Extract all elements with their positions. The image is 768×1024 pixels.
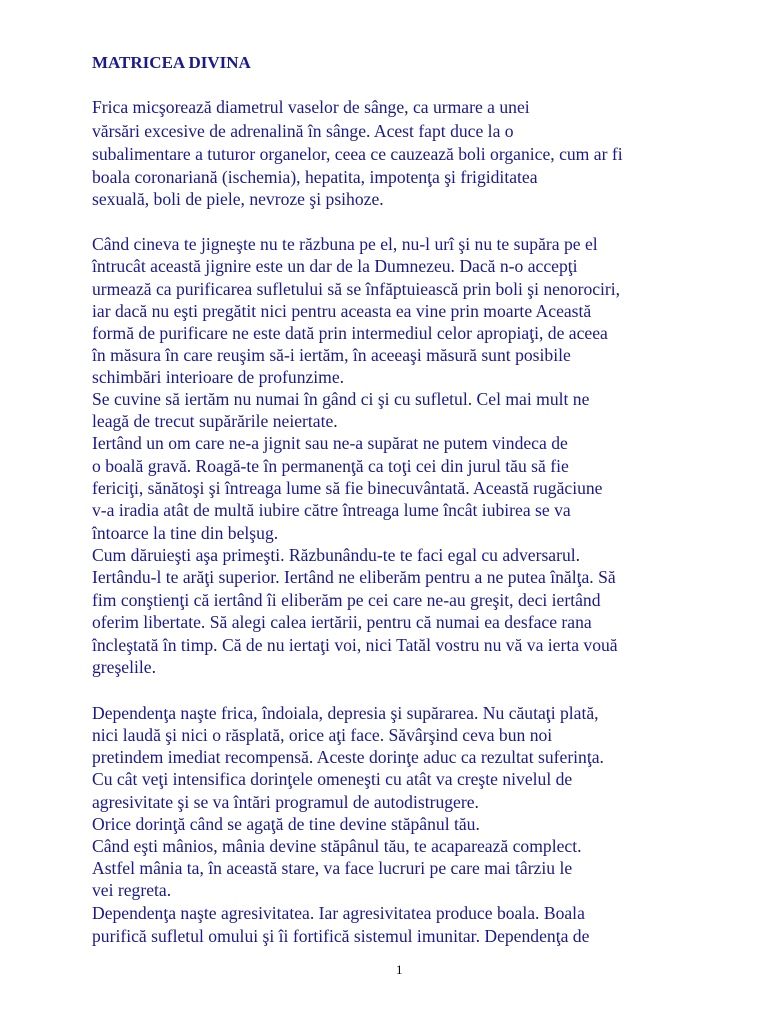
text-line: Iertând un om care ne-a jignit sau ne-a supărat ne putem vindeca de xyxy=(92,433,568,453)
text-line: v-a iradia atât de multă iubire către întreaga lume încât iubirea se va xyxy=(92,500,571,520)
text-line: urmează ca purificarea sufletului să se înfăptuiească prin boli şi nenorociri, xyxy=(92,279,621,299)
text-line: nici laudă şi nici o răsplată, orice aţi face. Săvârşind ceva bun noi xyxy=(92,725,553,745)
text-line: fericiţi, sănătoşi şi întreaga lume să fie binecuvântată. Această rugăciune xyxy=(92,478,603,498)
text-line: iar dacă nu eşti pregătit nici pentru aceasta ea vine prin moarte Această xyxy=(92,301,592,321)
text-line: oferim libertate. Să alegi calea iertării, pentru că numai ea desface rana xyxy=(92,612,592,632)
text-line: pretindem imediat recompensă. Aceste dorinţe aduc ca rezultat suferinţa. xyxy=(92,747,604,767)
text-line: greşelile. xyxy=(92,657,156,677)
text-line: leagă de trecut supărările neiertate. xyxy=(92,411,338,431)
text-line: Se cuvine să iertăm nu numai în gând ci şi cu sufletul. Cel mai mult ne xyxy=(92,389,590,409)
text-line: fim conştienţi că iertând îi eliberăm pe cei care ne-au greşit, deci iertând xyxy=(92,590,601,610)
text-line: Când eşti mânios, mânia devine stăpânul tău, te acaparează complect. xyxy=(92,836,582,856)
text-line: Dependenţa naşte frica, îndoiala, depresia şi supărarea. Nu căutaţi plată, xyxy=(92,703,599,723)
text-line: încleştată în timp. Că de nu iertaţi voi, nici Tatăl vostru nu vă va ierta vouă xyxy=(92,635,618,655)
text-line: sexuală, boli de piele, nevroze şi psihoze. xyxy=(92,189,384,209)
text-line: Cu cât veţi intensifica dorinţele omeneşti cu atât va creşte nivelul de xyxy=(92,769,573,789)
text-line: purifică sufletul omului şi îi fortifică sistemul imunitar. Dependenţa de xyxy=(92,926,590,946)
text-line: Când cineva te jigneşte nu te răzbuna pe el, nu-l urî şi nu te supăra pe el xyxy=(92,234,598,254)
text-line: întoarce la tine din belşug. xyxy=(92,523,279,543)
page-number: 1 xyxy=(396,962,403,977)
text-line: agresivitate şi se va întări programul de autodistrugere. xyxy=(92,792,479,812)
text-line: în măsura în care reuşim să-i iertăm, în aceeaşi măsură sunt posibile xyxy=(92,345,571,365)
text-line: Dependenţa naşte agresivitatea. Iar agresivitatea produce boala. Boala xyxy=(92,903,585,923)
text-line: subalimentare a tuturor organelor, ceea ce cauzează boli organice, cum ar fi xyxy=(92,144,623,164)
text-line: vei regreta. xyxy=(92,880,172,900)
text-line: schimbări interioare de profunzime. xyxy=(92,367,345,387)
text-line: Orice dorinţă când se agaţă de tine devine stăpânul tău. xyxy=(92,814,480,834)
document-title: MATRICEA DIVINA xyxy=(92,53,251,72)
text-line: Iertându-l te arăţi superior. Iertând ne eliberăm pentru a ne putea înălţa. Să xyxy=(92,567,616,587)
text-line: întrucât această jignire este un dar de la Dumnezeu. Dacă n-o accepţi xyxy=(92,256,578,276)
text-line: Cum dăruieşti aşa primeşti. Răzbunându-te te faci egal cu adversarul. xyxy=(92,545,581,565)
text-line: boala coronariană (ischemia), hepatita, impotenţa şi frigiditatea xyxy=(92,167,538,187)
text-line: Astfel mânia ta, în această stare, va face lucruri pe care mai târziu le xyxy=(92,858,573,878)
text-line: formă de purificare ne este dată prin intermediul celor apropiaţi, de aceea xyxy=(92,323,608,343)
text-line: Frica micşorează diametrul vaselor de sânge, ca urmare a unei xyxy=(92,97,530,117)
text-line: o boală gravă. Roagă-te în permanenţă ca toţi cei din jurul tău să fie xyxy=(92,456,569,476)
text-line: vărsări excesive de adrenalină în sânge. Acest fapt duce la o xyxy=(92,121,514,141)
